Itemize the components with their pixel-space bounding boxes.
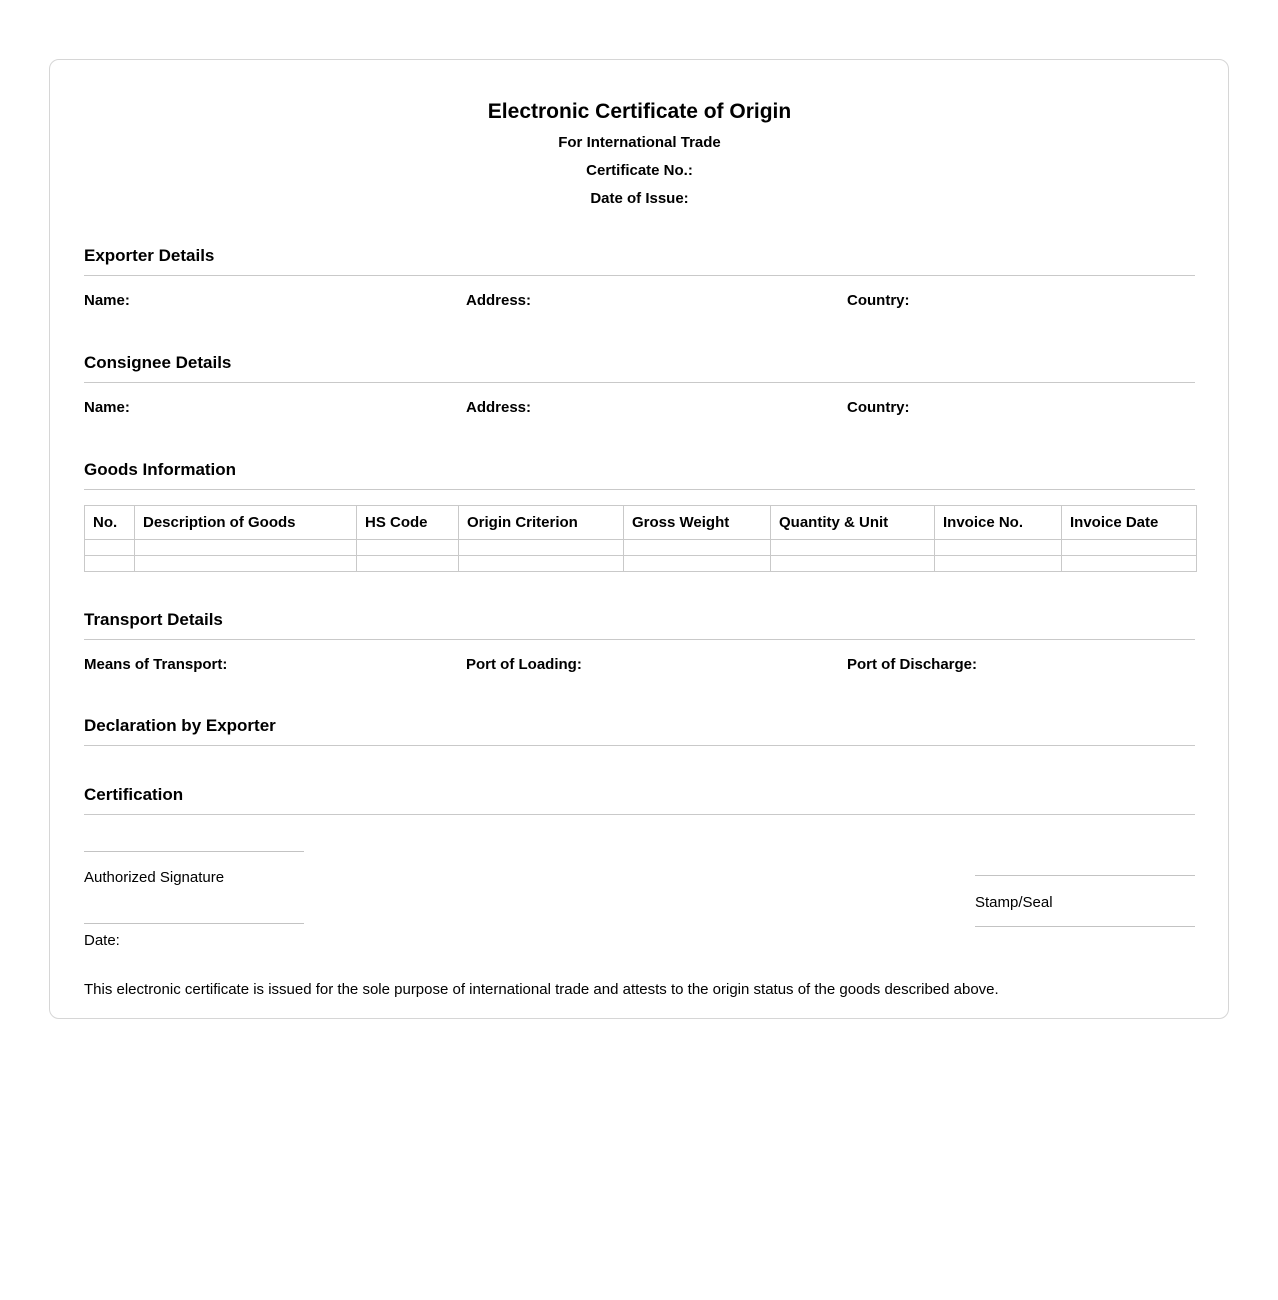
table-cell bbox=[459, 556, 624, 572]
table-cell bbox=[771, 556, 935, 572]
stamp-seal-line-top bbox=[975, 875, 1195, 876]
table-cell bbox=[357, 540, 459, 556]
certificate-card bbox=[49, 59, 1229, 1019]
section-certification bbox=[84, 785, 1195, 815]
port-of-discharge-label: Port of Discharge: bbox=[847, 656, 978, 673]
section-divider bbox=[84, 814, 1195, 815]
consignee-name-label: Name: bbox=[84, 399, 130, 416]
exporter-address-label: Address: bbox=[466, 292, 532, 309]
table-cell bbox=[85, 556, 135, 572]
consignee-fields-row bbox=[84, 399, 1195, 416]
consignee-address-label: Address: bbox=[466, 399, 532, 416]
signature-line bbox=[84, 851, 304, 852]
section-divider bbox=[84, 639, 1195, 640]
table-cell bbox=[1062, 540, 1197, 556]
means-of-transport-label: Means of Transport: bbox=[84, 656, 228, 673]
table-cell bbox=[357, 556, 459, 572]
section-heading-certification: Certification bbox=[84, 785, 184, 804]
section-heading-transport: Transport Details bbox=[84, 610, 223, 629]
section-goods bbox=[84, 460, 1195, 572]
signature-block bbox=[84, 851, 304, 949]
date-of-issue-label: Date of Issue: bbox=[590, 190, 689, 207]
table-cell bbox=[1062, 556, 1197, 572]
transport-fields-row bbox=[84, 656, 1195, 673]
goods-col-description: Description of Goods bbox=[135, 506, 357, 540]
goods-table bbox=[84, 505, 1197, 572]
table-cell bbox=[935, 540, 1062, 556]
goods-col-invoice-no: Invoice No. bbox=[935, 506, 1062, 540]
exporter-name-label: Name: bbox=[84, 292, 130, 309]
certificate-header bbox=[84, 100, 1195, 208]
table-cell bbox=[771, 540, 935, 556]
section-divider bbox=[84, 382, 1195, 383]
footer-note: This electronic certificate is issued for the sole purpose of international trade and attests to the origin status of the goods described above. bbox=[84, 981, 999, 998]
table-row bbox=[85, 540, 1197, 556]
section-divider bbox=[84, 275, 1195, 276]
date-label: Date: bbox=[84, 932, 120, 949]
goods-col-invoice-date: Invoice Date bbox=[1062, 506, 1197, 540]
goods-col-gross-weight: Gross Weight bbox=[624, 506, 771, 540]
table-cell bbox=[459, 540, 624, 556]
goods-col-origin-criterion: Origin Criterion bbox=[459, 506, 624, 540]
section-divider bbox=[84, 489, 1195, 490]
section-divider bbox=[84, 745, 1195, 746]
certificate-no-label: Certificate No.: bbox=[586, 162, 693, 179]
section-declaration bbox=[84, 716, 1195, 746]
section-heading-goods: Goods Information bbox=[84, 460, 237, 479]
certificate-subtitle: For International Trade bbox=[558, 134, 721, 151]
section-heading-declaration: Declaration by Exporter bbox=[84, 716, 276, 735]
consignee-country-label: Country: bbox=[847, 399, 910, 416]
goods-col-no: No. bbox=[85, 506, 135, 540]
certificate-title: Electronic Certificate of Origin bbox=[487, 100, 792, 123]
table-cell bbox=[624, 556, 771, 572]
table-cell bbox=[135, 540, 357, 556]
goods-col-hs-code: HS Code bbox=[357, 506, 459, 540]
date-line bbox=[84, 923, 304, 924]
table-cell bbox=[935, 556, 1062, 572]
section-transport bbox=[84, 610, 1195, 673]
goods-col-quantity-unit: Quantity & Unit bbox=[771, 506, 935, 540]
table-cell bbox=[85, 540, 135, 556]
section-consignee bbox=[84, 353, 1195, 416]
exporter-fields-row bbox=[84, 292, 1195, 309]
authorized-signature-label: Authorized Signature bbox=[84, 869, 225, 886]
port-of-loading-label: Port of Loading: bbox=[466, 656, 582, 673]
section-heading-consignee: Consignee Details bbox=[84, 353, 232, 372]
stamp-seal-block bbox=[975, 875, 1195, 927]
exporter-country-label: Country: bbox=[847, 292, 910, 309]
table-row bbox=[85, 556, 1197, 572]
section-heading-exporter: Exporter Details bbox=[84, 246, 215, 265]
stamp-seal-label: Stamp/Seal bbox=[975, 894, 1053, 911]
signature-area bbox=[84, 851, 1195, 949]
goods-table-header-row bbox=[85, 506, 1197, 540]
table-cell bbox=[624, 540, 771, 556]
stamp-seal-line-bottom bbox=[975, 926, 1195, 927]
table-cell bbox=[135, 556, 357, 572]
section-exporter bbox=[84, 246, 1195, 309]
